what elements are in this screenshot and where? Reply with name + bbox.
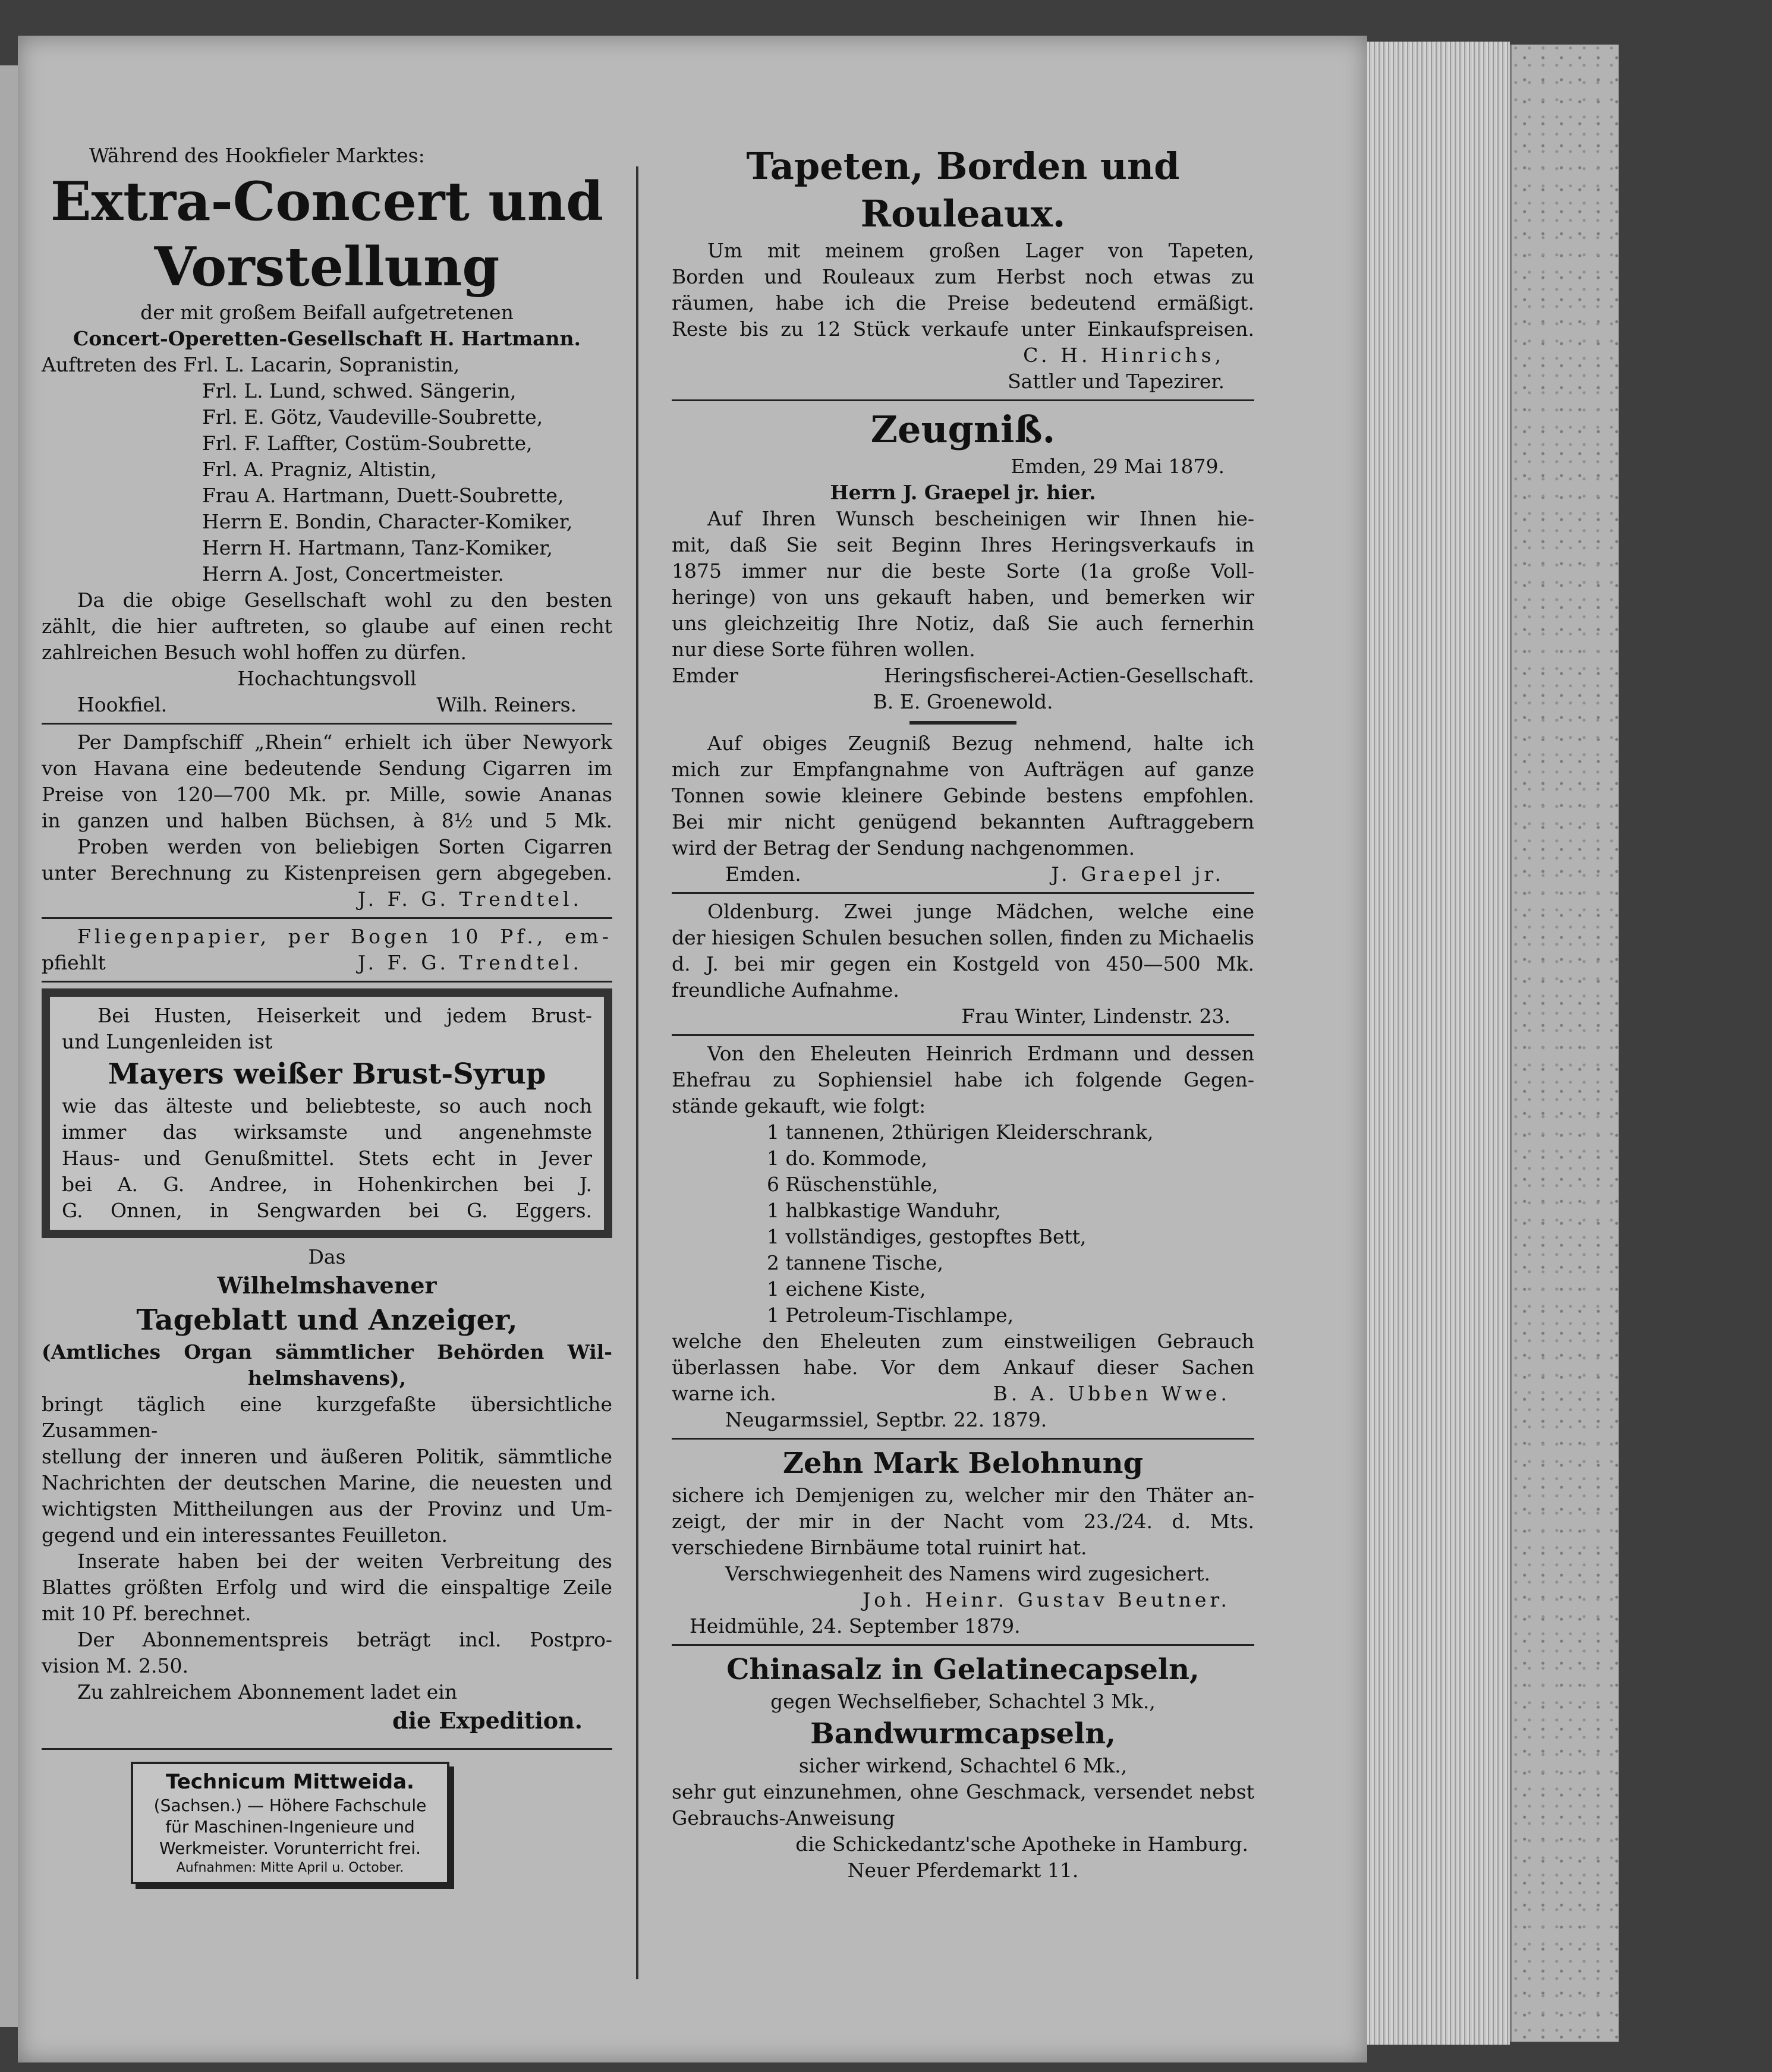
- erdmann-notice: [672, 1041, 1254, 1433]
- concert-body: zählt, die hier auftreten, so glaube auf einen recht: [42, 615, 612, 638]
- syrup-line-1: Bei Husten, Heiserkeit und jedem Brust-: [97, 1004, 592, 1027]
- concert-kicker: Während des Hookfieler Marktes:: [89, 144, 425, 167]
- zeugnis-signer: B. E. Groenewold.: [873, 690, 1053, 713]
- zeugnis-title: Zeugniß.: [870, 408, 1056, 451]
- technikum-line: Aufnahmen: Mitte April u. October.: [176, 1860, 404, 1875]
- syrup-line-5: Haus- und Genußmittel. Stets echt in Jever: [62, 1147, 592, 1170]
- erdmann-after: überlassen habe. Vor dem Ankauf dieser Sachen: [672, 1356, 1254, 1379]
- graepel-line: Auf obiges Zeugniß Bezug nehmend, halte ich: [707, 732, 1254, 755]
- graepel-line: wird der Betrag der Sendung nachgenommen.: [672, 836, 1135, 859]
- tapeten-line: Borden und Rouleaux zum Herbst noch etwas zu: [672, 265, 1254, 288]
- erdmann-item: 1 tannenen, 2thürigen Kleiderschrank,: [767, 1120, 1154, 1144]
- technikum-line: für Maschinen-Ingenieure und: [165, 1817, 415, 1837]
- cigar-ad: [42, 729, 612, 912]
- chinasalz-line-1: gegen Wechselfieber, Schachtel 3 Mk.,: [770, 1690, 1156, 1713]
- cigar-line: von Havana eine bedeutende Sendung Cigarren im: [42, 757, 612, 780]
- tageblatt-body: Nachrichten der deutschen Marine, die neuesten und: [42, 1471, 612, 1494]
- syrup-ad: [42, 988, 612, 1238]
- flypaper-line-1: Fliegenpapier, per Bogen 10 Pf., em-: [77, 925, 612, 948]
- book-page-edges: [1367, 42, 1510, 2045]
- flypaper-line-2: pfiehlt: [42, 951, 106, 974]
- zeugnis-company: Emder Heringsfischerei-Actien-Gesellschaft.: [672, 664, 1254, 687]
- tageblatt-body: bringt täglich eine kurzgefaßte übersichtliche Zusammen-: [42, 1393, 612, 1442]
- erdmann-line: stände gekauft, wie folgt:: [672, 1094, 926, 1117]
- graepel-line: Bei mir nicht genügend bekannten Auftraggebern: [672, 810, 1254, 833]
- erdmann-item: 1 halbkastige Wanduhr,: [767, 1199, 1001, 1222]
- syrup-line-7: G. Onnen, in Sengwarden bei G. Eggers.: [62, 1199, 592, 1222]
- separator: [42, 723, 612, 725]
- concert-place: Hookfiel.: [77, 693, 168, 716]
- technikum-ad: [131, 1762, 449, 1884]
- tageblatt-body: gegend und ein interessantes Feuilleton.: [42, 1523, 448, 1547]
- belohnung-line: verschiedene Birnbäume total ruinirt hat.: [672, 1536, 1087, 1559]
- zeugnis-line: Auf Ihren Wunsch bescheinigen wir Ihnen hie-: [707, 507, 1254, 530]
- chinasalz-line-2: sicher wirkend, Schachtel 6 Mk.,: [798, 1754, 1128, 1777]
- oldenburg-line: freundliche Aufnahme.: [672, 978, 899, 1002]
- belohnung-line: zeigt, der mir in der Nacht vom 23./24. d. Mts.: [672, 1510, 1254, 1533]
- concert-signer: Wilh. Reiners.: [436, 693, 577, 716]
- tapeten-ad: [672, 143, 1254, 395]
- chinasalz-line-3: sehr gut einzunehmen, ohne Geschmack, versendet nebst: [672, 1780, 1254, 1803]
- syrup-line-4: immer das wirksamste und angenehmste: [62, 1120, 592, 1144]
- zeugnis-line: nur diese Sorte führen wollen.: [672, 638, 975, 661]
- separator: [42, 917, 612, 919]
- chinasalz-title-1: Chinasalz in Gelatinecapseln,: [726, 1653, 1200, 1686]
- tageblatt-das: Das: [308, 1245, 346, 1268]
- belohnung-signer: Joh. Heinr. Gustav Beutner.: [863, 1588, 1230, 1611]
- tageblatt-sub-2: helmshavens),: [247, 1366, 407, 1390]
- cigar-signer: J. F. G. Trendtel.: [357, 887, 583, 911]
- erdmann-warne: warne ich.: [672, 1382, 776, 1405]
- separator: [672, 1644, 1254, 1646]
- oldenburg-ad: [672, 899, 1254, 1029]
- tageblatt-abo: vision M. 2.50.: [42, 1654, 189, 1677]
- technikum-title: Technicum Mittweida.: [166, 1770, 414, 1794]
- separator: [672, 892, 1254, 894]
- belohnung-date: Heidmühle, 24. September 1879.: [690, 1614, 1021, 1638]
- cigar-line: Preise von 120—700 Mk. pr. Mille, sowie Ananas: [42, 783, 612, 806]
- flypaper-signer: J. F. G. Trendtel.: [357, 951, 583, 974]
- erdmann-signer: B. A. Ubben Wwe.: [993, 1382, 1230, 1405]
- syrup-line-2: und Lungenleiden ist: [62, 1030, 273, 1053]
- tageblatt-body: wichtigsten Mittheilungen aus der Provinz und Um-: [42, 1497, 612, 1520]
- graepel-ad: [672, 730, 1254, 887]
- concert-line-2: Concert-Operetten-Gesellschaft H. Hartmann.: [73, 327, 581, 350]
- concert-line-1: der mit großem Beifall aufgetretenen: [140, 301, 514, 324]
- short-separator: [909, 721, 1016, 725]
- performer: Frau A. Hartmann, Duett-Soubrette,: [202, 484, 564, 507]
- chinasalz-line-6: Neuer Pferdemarkt 11.: [847, 1859, 1079, 1882]
- tapeten-signer: C. H. Hinrichs,: [1023, 344, 1225, 367]
- cigar-line: in ganzen und halben Büchsen, à 8½ und 5 Mk.: [42, 809, 612, 832]
- performer: Herrn H. Hartmann, Tanz-Komiker,: [202, 536, 553, 559]
- zeugnis-line: uns gleichzeitig Ihre Notiz, daß Sie auch fernerhin: [672, 612, 1254, 635]
- concert-body: Da die obige Gesellschaft wohl zu den besten: [77, 588, 612, 612]
- tageblatt-body: stellung der inneren und äußeren Politik, sämmtliche: [42, 1445, 612, 1468]
- technikum-line: Werkmeister. Vorunterricht frei.: [159, 1838, 421, 1858]
- column-divider: [636, 166, 638, 1979]
- erdmann-date: Neugarmssiel, Septbr. 22. 1879.: [725, 1408, 1047, 1431]
- tageblatt-inserate: mit 10 Pf. berechnet.: [42, 1602, 251, 1625]
- syrup-title: Mayers weißer Brust-Syrup: [108, 1057, 546, 1091]
- erdmann-after: welche den Eheleuten zum einstweiligen Gebrauch: [672, 1330, 1254, 1353]
- tageblatt-inserate: Blattes größten Erfolg und wird die einspaltige Zeile: [42, 1576, 612, 1599]
- zeugnis-addressee: Herrn J. Graepel jr. hier.: [830, 481, 1096, 504]
- technikum-line: (Sachsen.) — Höhere Fachschule: [153, 1796, 427, 1815]
- graepel-signer: J. Graepel jr.: [1051, 862, 1225, 886]
- tapeten-line: Um mit meinem großen Lager von Tapeten,: [707, 239, 1254, 262]
- zeugnis-line: heringe) von uns gekauft haben, und bemerken wir: [672, 585, 1254, 609]
- tapeten-title-2: Rouleaux.: [860, 192, 1066, 235]
- zeugnis-ad: [672, 406, 1254, 715]
- chinasalz-ad: [672, 1651, 1254, 1884]
- oldenburg-signer: Frau Winter, Lindenstr. 23.: [961, 1004, 1230, 1028]
- tapeten-title-1: Tapeten, Borden und: [746, 144, 1180, 188]
- tageblatt-abo: Der Abonnementspreis beträgt incl. Postpro-: [77, 1628, 612, 1651]
- tapeten-line: Reste bis zu 12 Stück verkaufe unter Einkaufspreisen.: [672, 317, 1254, 341]
- zeugnis-date: Emden, 29 Mai 1879.: [1011, 455, 1225, 478]
- belohnung-title: Zehn Mark Belohnung: [782, 1447, 1144, 1480]
- left-column: [42, 143, 612, 1884]
- graepel-place: Emden.: [725, 862, 801, 886]
- performer: Herrn A. Jost, Concertmeister.: [202, 562, 504, 585]
- separator: [42, 981, 612, 983]
- erdmann-line: Von den Eheleuten Heinrich Erdmann und dessen: [707, 1042, 1254, 1065]
- concert-line-3: Auftreten des Frl. L. Lacarin, Sopranistin,: [42, 353, 460, 376]
- graepel-line: Tonnen sowie kleinere Gebinde bestens empfohlen.: [672, 784, 1254, 807]
- concert-ad: [42, 143, 612, 718]
- separator: [42, 1748, 612, 1750]
- erdmann-item: 6 Rüschenstühle,: [767, 1173, 939, 1196]
- chinasalz-line-5: die Schickedantz'sche Apotheke in Hamburg.: [795, 1832, 1248, 1856]
- erdmann-item: 1 eichene Kiste,: [767, 1277, 926, 1300]
- concert-title-1: Extra-Concert und: [50, 170, 604, 233]
- erdmann-item: 1 do. Kommode,: [767, 1147, 928, 1170]
- chinasalz-title-2: Bandwurmcapseln,: [810, 1717, 1116, 1750]
- tageblatt-title-1: Wilhelmshavener: [217, 1272, 437, 1299]
- belohnung-secret: Verschwiegenheit des Namens wird zugesichert.: [725, 1562, 1210, 1585]
- tageblatt-inserate: Inserate haben bei der weiten Verbreitung des: [77, 1550, 612, 1573]
- syrup-line-3: wie das älteste und beliebteste, so auch noch: [62, 1094, 592, 1117]
- concert-body: zahlreichen Besuch wohl hoffen zu dürfen.: [42, 641, 467, 664]
- erdmann-item: 1 Petroleum-Tischlampe,: [767, 1303, 1014, 1327]
- performer: Frl. E. Götz, Vaudeville-Soubrette,: [202, 405, 543, 429]
- tageblatt-ad: [42, 1244, 612, 1736]
- performer: Herrn E. Bondin, Character-Komiker,: [202, 510, 573, 533]
- book-cover-edge: [1510, 45, 1619, 2042]
- oldenburg-line: Oldenburg. Zwei junge Mädchen, welche eine: [707, 900, 1254, 923]
- tageblatt-signer: die Expedition.: [392, 1707, 583, 1734]
- erdmann-item: 1 vollständiges, gestopftes Bett,: [767, 1225, 1087, 1248]
- chinasalz-line-4: Gebrauchs-Anweisung: [672, 1806, 895, 1829]
- separator: [672, 1438, 1254, 1440]
- concert-title-2: Vorstellung: [154, 235, 500, 298]
- performer: Frl. L. Lund, schwed. Sängerin,: [202, 379, 517, 402]
- tapeten-line: räumen, habe ich die Preise bedeutend ermäßigt.: [672, 291, 1254, 314]
- erdmann-line: Ehefrau zu Sophiensiel habe ich folgende Gegen-: [672, 1068, 1254, 1091]
- tageblatt-sub-1: (Amtliches Organ sämmtlicher Behörden Wil-: [42, 1340, 612, 1364]
- cigar-line: Proben werden von beliebigen Sorten Cigarren: [77, 835, 612, 858]
- performer: Frl. F. Laffter, Costüm-Soubrette,: [202, 432, 533, 455]
- separator: [672, 399, 1254, 401]
- cigar-line: Per Dampfschiff „Rhein“ erhielt ich über Newyork: [77, 730, 612, 754]
- concert-greeting: Hochachtungsvoll: [237, 667, 417, 690]
- tapeten-role: Sattler und Tapezirer.: [1008, 370, 1225, 393]
- flypaper-ad: [42, 924, 612, 976]
- erdmann-item: 2 tannene Tische,: [767, 1251, 943, 1274]
- belohnung-ad: [672, 1444, 1254, 1639]
- zeugnis-line: 1875 immer nur die beste Sorte (1a große Voll-: [672, 559, 1254, 582]
- performer: Frl. A. Pragniz, Altistin,: [202, 458, 437, 481]
- oldenburg-line: d. J. bei mir gegen ein Kostgeld von 450—500 Mk.: [672, 952, 1254, 975]
- oldenburg-line: der hiesigen Schulen besuchen sollen, finden zu Michaelis: [672, 926, 1254, 949]
- right-column: [672, 143, 1254, 1884]
- belohnung-line: sichere ich Demjenigen zu, welcher mir den Thäter an-: [672, 1484, 1254, 1507]
- tageblatt-title-2: Tageblatt und Anzeiger,: [136, 1303, 518, 1337]
- graepel-line: mich zur Empfangnahme von Aufträgen auf ganze: [672, 758, 1254, 781]
- syrup-line-6: bei A. G. Andree, in Hohenkirchen bei J.: [62, 1173, 592, 1196]
- zeugnis-line: mit, daß Sie seit Beginn Ihres Heringsverkaufs in: [672, 533, 1254, 556]
- tageblatt-invite: Zu zahlreichem Abonnement ladet ein: [77, 1680, 458, 1703]
- cigar-line: unter Berechnung zu Kistenpreisen gern abgegeben.: [42, 861, 612, 884]
- separator: [672, 1034, 1254, 1036]
